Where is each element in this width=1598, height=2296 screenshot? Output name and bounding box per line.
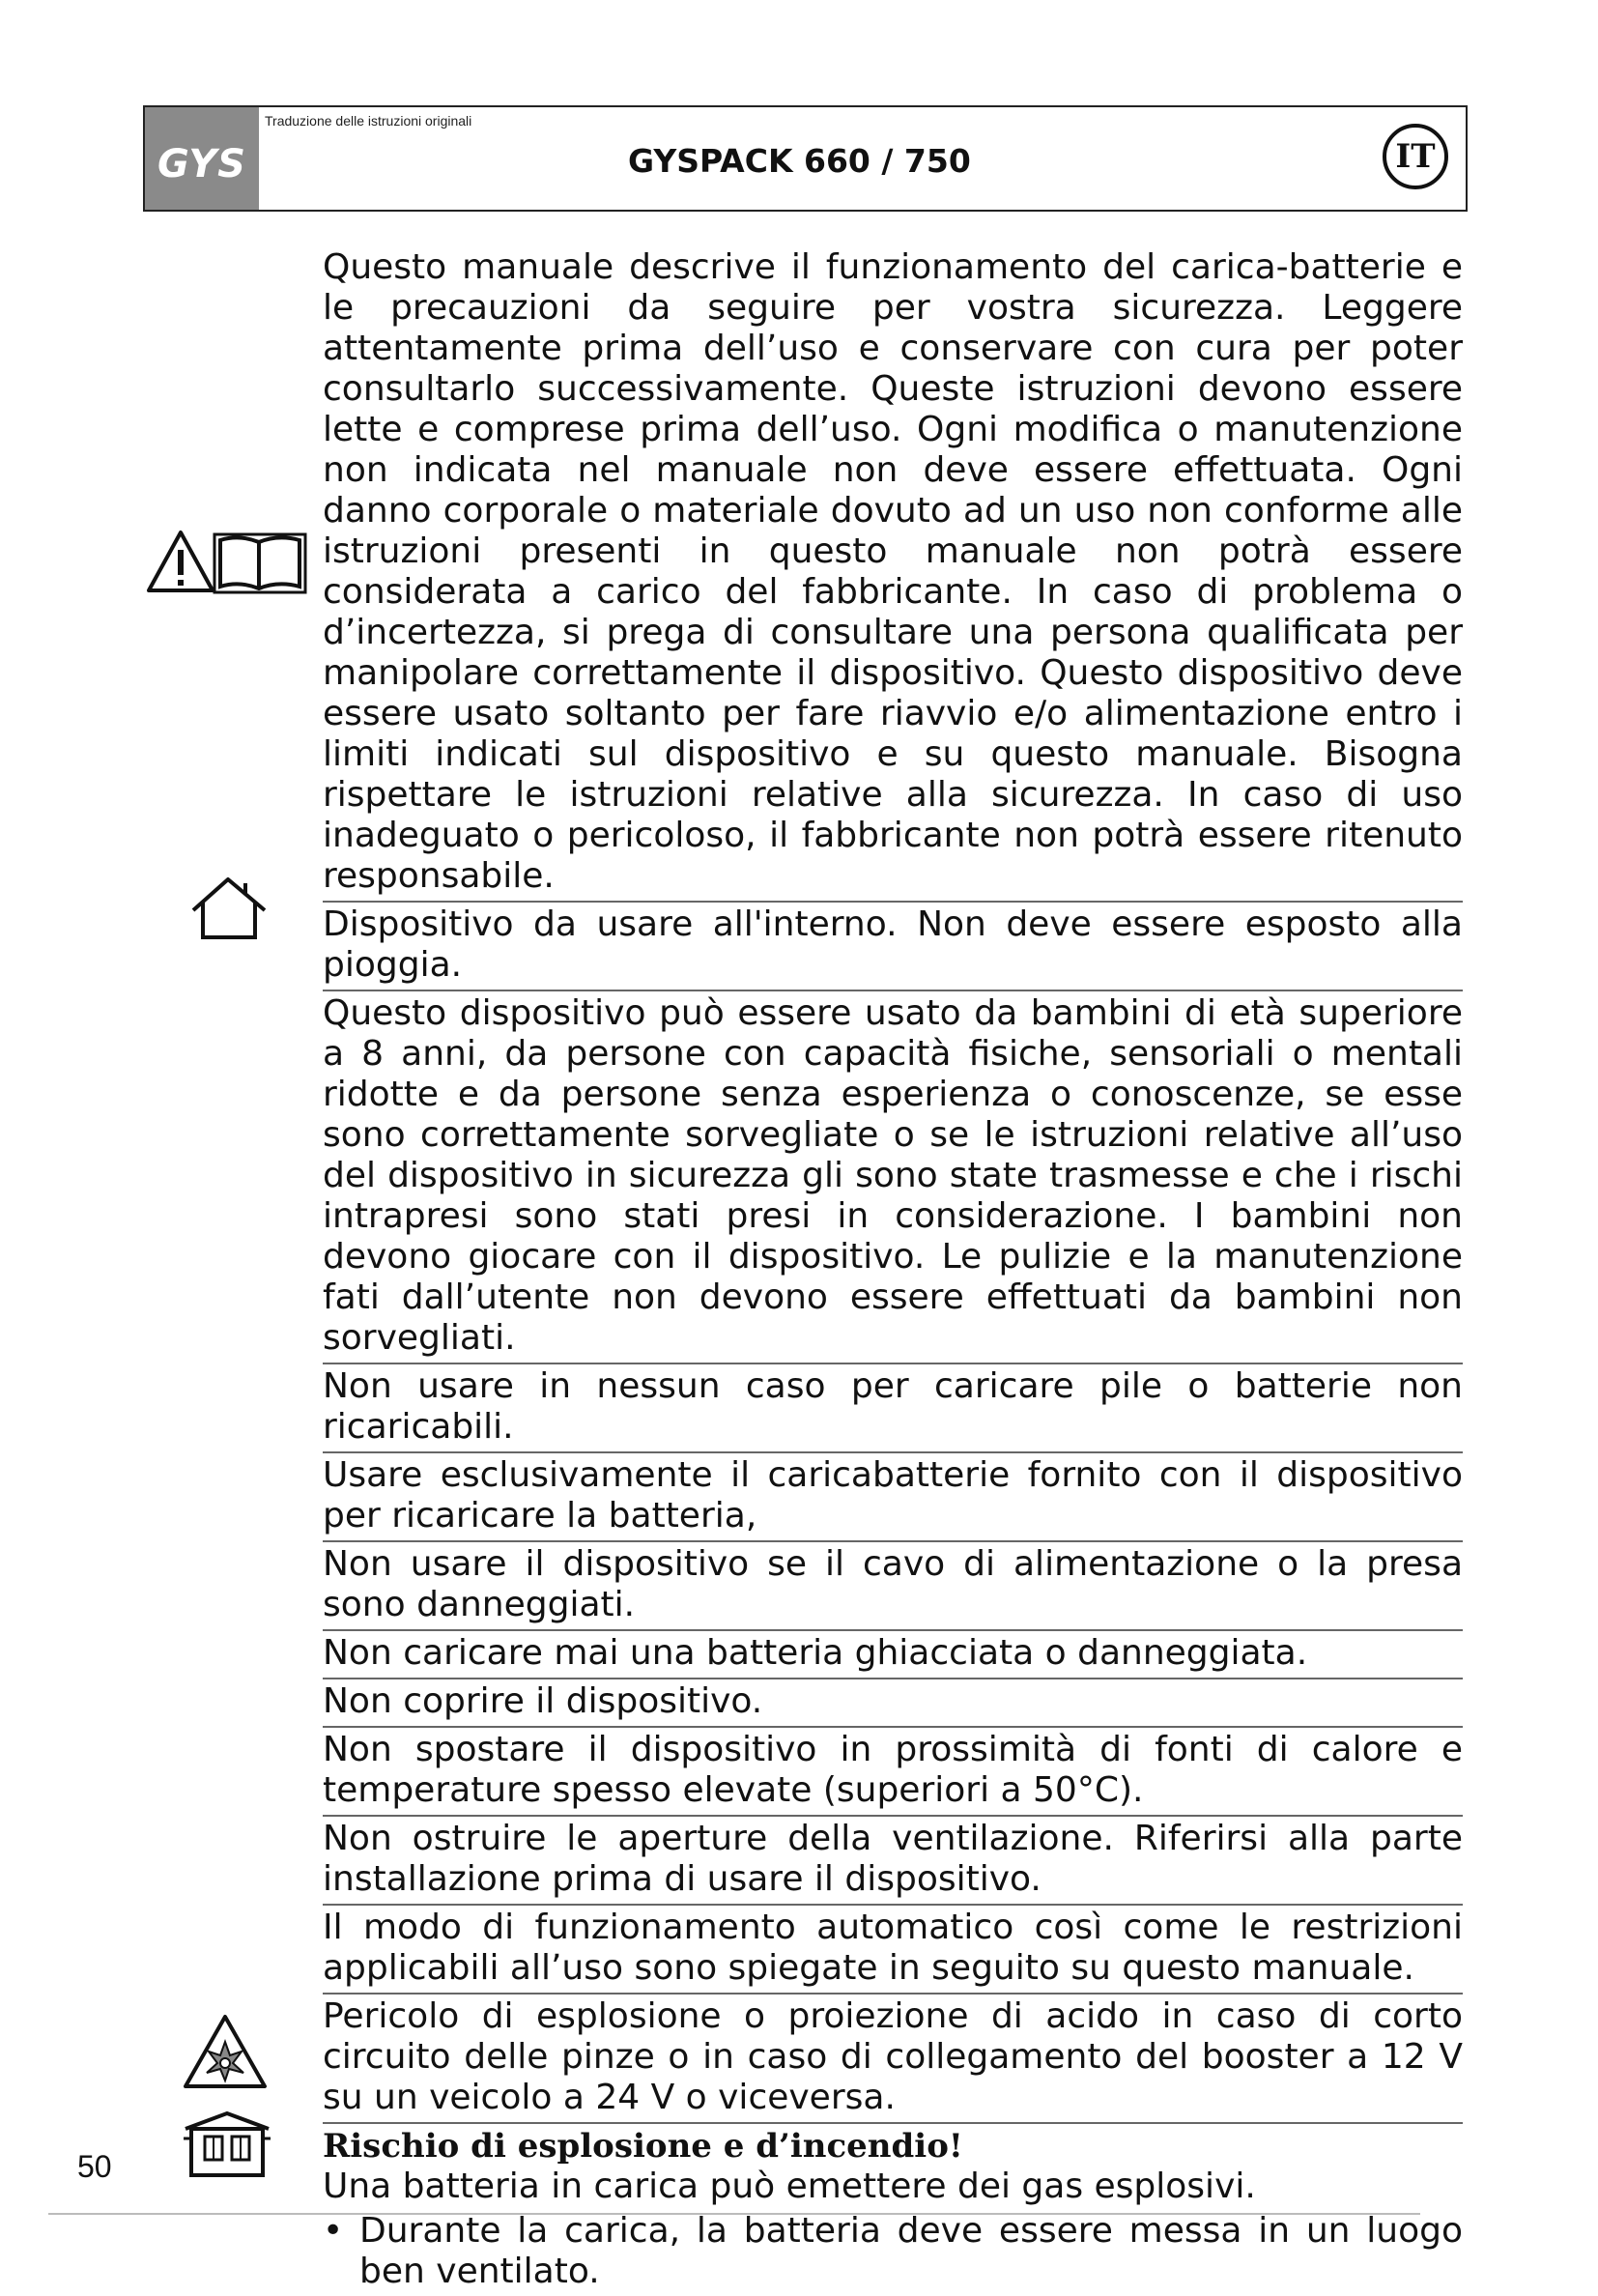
section-text: Non usare il dispositivo se il cavo di alimentazione o la presa sono danneggiati. [323,1544,1463,1624]
indoor-house-icon [189,875,269,941]
intro-warning-block [323,247,1463,903]
explosion-heading: Rischio di esplosione e d’incendio! [323,2127,963,2166]
section-text: Questo dispositivo può essere usato da bambini di età superiore a 8 anni, da persone con capacità fisiche, sensoriali o mentali ridotte e da persone senza esperienza o conoscenze, se esse sono correttamente sorvegliate o se le istruzioni relative all’uso del dispositivo in sicurezza gli sono state trasmesse e che i rischi intrapresi sono stati presi in considerazione. I bambini non devono giocare con il dispositivo. Le pulizie e la manutenzione fati dall’utente non devono essere effettuati da bambini non sorvegliati. [323,993,1463,1358]
header-subtitle: Traduzione delle istruzioni originali [265,113,472,129]
document-title: GYSPACK 660 / 750 [628,142,971,180]
safety-instructions [323,247,1501,2296]
explosion-risk-block [323,2124,1463,2296]
section-text: Questo manuale descrive il funzionamento del carica-batterie e le precauzioni da seguire per vostra sicurezza. Leggere attentamente prima dell’uso e conservare con cura per poter consultarlo successivamente. Queste istruzioni devono essere lette e comprese prima dell’uso. Ogni modifica o manutenzione non indicata nel manuale non deve essere effettuata. Ogni danno corporale o materiale dovuto ad un uso non conforme alle istruzioni presenti in questo manuale non potrà essere considerata a carico del fabbricante. In caso di problema o d’incertezza, si prega di consultare una persona qualificata per manipolare correttamente il dispositivo. Questo dispositivo deve essere usato soltanto per fare riavvio e/o alimentazione entro i limiti indicati sul dispositivo e su questo manuale. Bisogna rispettare le istruzioni relative alla sicurezza. In caso di uso inadeguato o pericoloso, il fabbricante non potrà essere ritenuto responsabile. [323,247,1463,896]
section-text: Il modo di funzionamento automatico così come le restrizioni applicabili all’uso sono spiegate in seguito su questo manuale. [323,1908,1463,1988]
ventilated-room-icon [182,2109,272,2179]
automatic-mode-block [323,1906,1463,1995]
frozen-battery-block [323,1631,1463,1679]
warning-manual-icon [147,529,309,596]
section-text: Non usare in nessun caso per caricare pile o batterie non ricaricabili. [323,1366,1463,1447]
section-text: Non caricare mai una batteria ghiacciata o danneggiata. [323,1633,1308,1673]
indoor-use-block [323,903,1463,991]
ventilation-block [323,1817,1463,1906]
page-number: 50 [77,2149,112,2184]
language-badge: IT [1383,124,1448,189]
heat-sources-block [323,1728,1463,1817]
damaged-cable-block [323,1542,1463,1631]
short-circuit-block [323,1995,1463,2124]
section-text: Non ostruire le aperture della ventilazione. Riferirsi alla parte installazione prima di usare il dispositivo. [323,1819,1463,1899]
section-text: Usare esclusivamente il caricabatterie fornito con il dispositivo per ricaricare la batteria, [323,1455,1463,1535]
ventilation-bullet: • Durante la carica, la batteria deve essere messa in un luogo ben ventilato. [323,2211,1463,2291]
do-not-cover-block [323,1679,1463,1728]
charger-only-block [323,1453,1463,1542]
section-text: Dispositivo da usare all'interno. Non deve essere esposto alla pioggia. [323,904,1463,985]
non-rechargeable-block [323,1364,1463,1453]
gys-logo [145,107,259,210]
section-text: Non coprire il dispositivo. [323,1681,763,1721]
explosion-text: Una batteria in carica può emettere dei gas esplosivi. [323,2167,1256,2206]
footer-divider [48,2213,1420,2215]
section-text: Pericolo di esplosione o proiezione di acido in caso di corto circuito delle pinze o in caso di collegamento del booster a 12 V su un veicolo a 24 V o viceversa. [323,1996,1463,2117]
logo-text: GYS [157,142,246,187]
section-text: Non spostare il dispositivo in prossimità di fonti di calore e temperature spesso elevate (superiori a 50°C). [323,1730,1463,1810]
children-use-block [323,991,1463,1364]
page-header [143,105,1468,212]
explosion-hazard-icon [182,2013,269,2090]
